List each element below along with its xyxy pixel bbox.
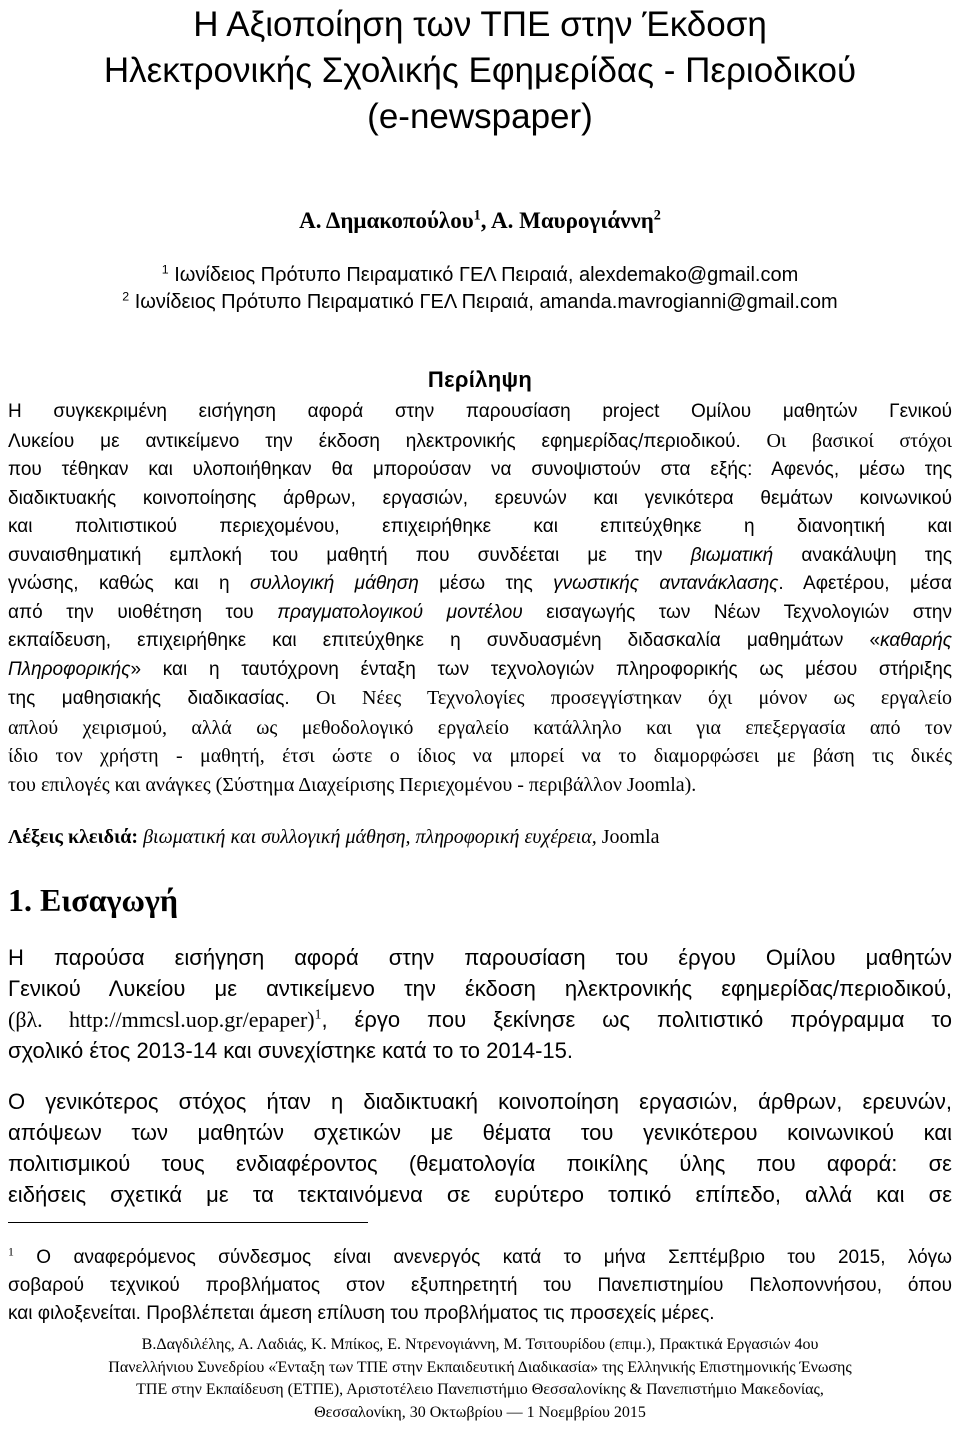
title-line-1: Η Αξιοποίηση των ΤΠΕ στην Έκδοση <box>193 5 767 44</box>
body-line: Η παρούσα εισήγηση αφορά στην παρουσίαση του έργου Ομίλου μαθητών <box>8 945 952 970</box>
abstract-text: εισαγωγής των Νέων Τεχνολογιών στην <box>522 601 952 623</box>
abstract-text: μέσω της <box>418 573 554 594</box>
abstract-emphasis: γνωστικής αντανάκλασης <box>553 573 779 594</box>
body-line: ειδήσεις σχετικά με τα τεκταινόμενα σε ευρύτερο τοπικό επίπεδο, αλλά και σε <box>8 1182 952 1207</box>
footnote-number: 1 <box>8 1245 14 1259</box>
abstract-line <box>8 656 952 685</box>
abstract-emphasis: καθαρής <box>880 630 952 651</box>
abstract-line: ίδιο τον χρήστη - μαθητή, έτσι ώστε ο ίδιος να μπορεί να το διαμορφώσει με βάση τις δικές <box>8 745 952 767</box>
abstract-text: . Αφετέρου, μέσα <box>778 573 953 594</box>
footnote-line: και φιλοξενείται. Προβλέπεται άμεση επίλυση του προβλήματος τις προσεχείς μέρες. <box>8 1303 715 1324</box>
footnote-text: Ο αναφερόμενος σύνδεσμος είναι ανενεργός κατά το μήνα Σεπτέμβριο του 2015, λόγω <box>13 1247 952 1268</box>
abstract-emphasis: Πληροφορικής <box>8 658 131 680</box>
abstract-line: του επιλογές και ανάγκες (Σύστημα Διαχείρισης Περιεχομένου - περιβάλλον Joomla). <box>8 773 697 796</box>
author-2-affil-mark: 2 <box>653 207 661 224</box>
abstract-emphasis: βιωματική <box>690 544 774 566</box>
body-line <box>8 1004 952 1035</box>
footnote-line <box>8 1244 952 1272</box>
keywords-label: Λέξεις κλειδιά: <box>8 826 139 848</box>
affiliation-1-text: Ιωνίδειος Πρότυπο Πειραματικό ΓΕΛ Πειραιά, alexdemako@gmail.com <box>168 264 799 286</box>
body-line: σχολικό έτος 2013-14 και συνεχίστηκε κατά το το 2014-15. <box>8 1038 573 1063</box>
title-line-2: Ηλεκτρονικής Σχολικής Εφημερίδας - Περιοδικού <box>103 51 857 90</box>
abstract-line: απλού χειρισμού, αλλά ως μεθοδολογικό εργαλείο κατάλληλο και για επεξεργασία από τον <box>8 716 952 739</box>
abstract-line <box>8 684 952 714</box>
abstract-line: Η συγκεκριμένη εισήγηση αφορά στην παρουσίαση project Ομίλου μαθητών Γενικού <box>8 401 952 422</box>
abstract-text: εκπαίδευση, επιχειρήθηκε και επιτεύχθηκε η συνδυασμένη διδασκαλία μαθημάτων « <box>8 630 881 651</box>
affiliation-1-mark: 1 <box>161 262 169 277</box>
footnote-mark: 1 <box>314 1006 322 1022</box>
abstract-line: διαδικτυακής κοινοποίησης άρθρων, εργασιών, ερευνών και γενικότερα θεμάτων κοινωνικού <box>8 487 952 509</box>
body-line: Ο γενικότερος στόχος ήταν η διαδικτυακή κοινοποίηση εργασιών, άρθρων, ερευνών, <box>8 1089 952 1114</box>
title-line-3: (e-newspaper) <box>367 97 593 136</box>
abstract-text: συναισθηματική εμπλοκή του μαθητή που συνδέεται με την <box>8 544 691 566</box>
url-reference: (βλ. http://mmcsl.uop.gr/epaper) <box>8 1007 315 1032</box>
affiliation-2 <box>0 289 960 316</box>
abstract-line: και πολιτιστικού περιεχομένου, επιχειρήθηκε και επιτεύχθηκε η διανοητική και <box>8 516 952 537</box>
page-footer <box>0 1334 960 1424</box>
keywords-list: βιωματική και συλλογική μάθηση, πληροφορική ευχέρεια, <box>138 826 597 848</box>
abstract-body <box>8 398 952 799</box>
author-list <box>0 208 960 234</box>
footer-line: ΤΠΕ στην Εκπαίδευση (ΕΤΠΕ), Αριστοτέλειο Πανεπιστήμιο Θεσσαλονίκης & Πανεπιστήμιο Μακεδονίας, <box>136 1381 824 1398</box>
abstract-text: γνώσης, καθώς και η <box>8 573 250 594</box>
body-line: απόψεων των μαθητών σχετικών με θέματα του γενικότερου κοινωνικού και <box>8 1120 952 1145</box>
abstract-text: » και η ταυτόχρονη ένταξη των τεχνολογιών πληροφορικής ως μέσου στήριξης <box>130 658 952 680</box>
abstract-text: Λυκείου με αντικείμενο την έκδοση ηλεκτρονικής εφημερίδας/περιοδικού. <box>8 430 741 452</box>
abstract-text: από την υιοθέτηση του <box>8 601 278 623</box>
author-1: Α. Δημακοπούλου <box>299 208 474 233</box>
abstract-line <box>8 542 952 571</box>
keywords-list-tail: Joomla <box>596 826 660 848</box>
affiliation-2-text: Ιωνίδειος Πρότυπο Πειραματικό ΓΕΛ Πειραιά, amanda.mavrogianni@gmail.com <box>129 291 838 313</box>
abstract-line: που τέθηκαν και υλοποιήθηκαν θα μπορούσαν να συνοψιστούν στα εξής: Αφενός, μέσω της <box>8 459 952 480</box>
author-separator: , <box>480 208 492 233</box>
footnote <box>8 1244 952 1328</box>
affiliations <box>0 262 960 316</box>
footer-line: Θεσσαλονίκη, 30 Οκτωβρίου — 1 Νοεμβρίου 2015 <box>314 1403 646 1421</box>
author-2: Α. Μαυρογιάννη <box>491 208 654 233</box>
footer-line: Β.Δαγδιλέλης, Α. Λαδιάς, Κ. Μπίκος, Ε. Ντρενογιάννη, Μ. Τσιτουρίδου (επιμ.), Πρακτικά Εργασιών 4ου <box>141 1336 819 1353</box>
abstract-text: Οι Νέες Τεχνολογίες προσεγγίστηκαν όχι μόνον ως εργαλείο <box>289 687 952 709</box>
intro-paragraph-1 <box>8 942 952 1066</box>
abstract-text: ανακάλυψη της <box>773 544 952 566</box>
abstract-text: της μαθησιακής διαδικασίας. <box>8 688 290 709</box>
section-heading: 1. Εισαγωγή <box>8 882 179 918</box>
body-text: , έργο που ξεκίνησε ως πολιτιστικό πρόγραμμα το <box>321 1007 953 1032</box>
keywords <box>8 826 952 849</box>
author-1-affil-mark: 1 <box>473 207 481 224</box>
abstract-line <box>8 570 952 599</box>
abstract-line <box>8 599 952 628</box>
abstract-line <box>8 627 952 656</box>
footer-line: Πανελλήνιου Συνεδρίου «Ένταξη των ΤΠΕ στην Εκπαιδευτική Διαδικασία» της Ελληνικής Επιστημονικής Ένωσης <box>108 1358 852 1376</box>
abstract-heading: Περίληψη <box>427 367 533 392</box>
abstract-text: Οι βασικοί στόχοι <box>740 429 952 452</box>
abstract-line <box>8 427 952 457</box>
abstract-emphasis: συλλογική μάθηση <box>249 573 419 594</box>
affiliation-1 <box>0 262 960 289</box>
footnote-separator <box>8 1222 368 1223</box>
body-line: πολιτισμικού τους ενδιαφέροντος (θεματολογία ποικίλης ύλης που αφορά: σε <box>8 1151 952 1176</box>
intro-paragraph-2 <box>8 1086 952 1210</box>
footnote-line: σοβαρού τεχνικού προβλήματος στον εξυπηρετητή του Πανεπιστημίου Πελοποννήσου, όπου <box>8 1275 952 1296</box>
paper-title <box>0 2 960 140</box>
abstract-emphasis: πραγματολογικού μοντέλου <box>277 601 523 623</box>
body-line: Γενικού Λυκείου με αντικείμενο την έκδοση ηλεκτρονικής εφημερίδας/περιοδικού, <box>8 976 952 1001</box>
affiliation-2-mark: 2 <box>122 289 130 304</box>
